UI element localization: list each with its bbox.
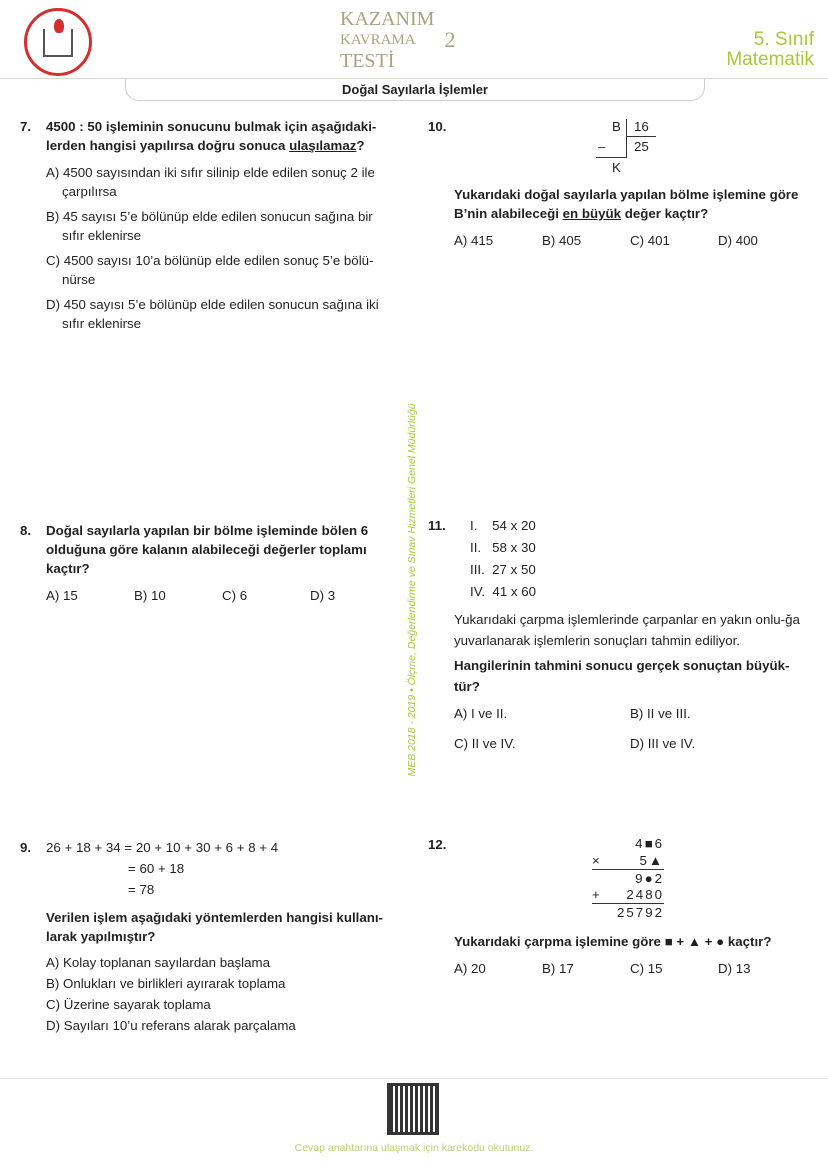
option-d[interactable]: D) III ve IV. <box>630 736 696 751</box>
stem-text: ? <box>356 138 365 153</box>
question-10 <box>428 117 806 250</box>
multiplier: 5▲ <box>639 853 664 868</box>
partial-row <box>592 869 664 886</box>
question-number: 8. <box>20 523 32 538</box>
option-c[interactable]: C) II ve IV. <box>454 736 516 751</box>
option-b[interactable]: B) 10 <box>134 588 166 603</box>
question-stem: Hangilerinin tahmini sonucu gerçek sonuçtan büyük-tür? <box>454 658 790 694</box>
question-number: 7. <box>20 119 32 134</box>
grade-subject <box>726 30 814 70</box>
publisher-side-text: MEB 2018 - 2019 • Ölçme, Değerlendirme ve Sınav Hizmetleri Genel Müdürlüğü <box>406 403 418 777</box>
divider <box>0 1078 828 1079</box>
plus-sign: + <box>592 887 600 902</box>
question-stem: Verilen işlem aşağıdaki yöntemlerden hangisi kullanı-larak yapılmıştır? <box>46 910 383 944</box>
question-stem: Yukarıdaki çarpma işlemine göre ■ + ▲ + ● kaçtır? <box>454 934 772 949</box>
option-c[interactable]: C) 15 <box>630 961 663 976</box>
option-d[interactable]: D) 450 sayısı 5’e bölünüp elde edilen sonucun sağına iki sıfır eklenirse <box>46 297 379 331</box>
test-brand <box>340 8 455 72</box>
option-b[interactable]: B) 45 sayısı 5’e bölünüp elde edilen sonucun sağına bir sıfır eklenirse <box>46 209 373 243</box>
brand-line: KAVRAMA <box>340 32 416 48</box>
option-a[interactable]: A) 4500 sayısından iki sıfır silinip elde edilen sonuç 2 ile çarpılırsa <box>46 165 375 199</box>
multiplicand-row <box>592 835 664 852</box>
list-item: IV. 41 x 60 <box>470 584 537 599</box>
multiplicand: 4■6 <box>635 836 664 851</box>
option-a[interactable]: A) 15 <box>46 588 78 603</box>
footer-text: Cevap anahtarına ulaşmak için karekodu okutunuz. <box>294 1142 534 1154</box>
option-c[interactable]: C) 401 <box>630 233 670 248</box>
question-8 <box>20 521 398 605</box>
list-item: III. 27 x 50 <box>470 562 536 577</box>
remainder: K <box>612 160 621 175</box>
question-text: Yukarıdaki çarpma işlemlerinde çarpanlar en yakın onlu-ğa yuvarlanarak işlemlerin sonuçları tahmin ediliyor. <box>454 612 800 648</box>
product-row <box>592 903 664 920</box>
option-c[interactable]: C) 4500 sayısı 10’a bölünüp elde edilen sonuç 5’e bölü-nürse <box>46 253 374 287</box>
question-number: 12. <box>428 837 447 852</box>
equation-line: = 60 + 18 <box>128 861 185 876</box>
partial-row <box>592 886 664 903</box>
option-a[interactable]: A) Kolay toplanan sayılardan başlama <box>46 955 270 970</box>
question-7 <box>20 117 398 333</box>
option-b[interactable]: B) 17 <box>542 961 574 976</box>
stem-emphasis: ulaşılamaz <box>289 138 357 153</box>
option-b[interactable]: B) Onlukları ve birlikleri ayırarak toplama <box>46 976 286 991</box>
stem-text: değer kaçtır? <box>621 206 709 221</box>
qr-code[interactable] <box>387 1083 439 1135</box>
option-a[interactable]: A) 20 <box>454 961 486 976</box>
partial-product: 2480 <box>626 887 664 902</box>
question-number: 10. <box>428 119 447 134</box>
division-diagram <box>454 117 806 177</box>
topic-title: Doğal Sayılarla İşlemler <box>125 79 705 101</box>
option-c[interactable]: C) 6 <box>222 588 248 603</box>
stem-text: Yukarıdaki doğal sayılarla yapılan bölme işlemine göre B’nin alabileceği <box>454 187 799 221</box>
question-number: 11. <box>428 518 446 533</box>
question-stem: Doğal sayılarla yapılan bir bölme işleminde bölen 6 olduğuna göre kalanın alabileceği değerler toplamı kaçtır? <box>46 523 369 576</box>
subject-label: Matematik <box>726 49 814 70</box>
division-bar <box>626 119 627 157</box>
equation-line: = 78 <box>128 882 155 897</box>
brand-line: KAZANIM <box>340 8 435 30</box>
option-a[interactable]: A) 415 <box>454 233 494 248</box>
partial-product: 9●2 <box>635 871 664 886</box>
divisor: 16 <box>634 119 649 134</box>
multiplier-row <box>592 852 664 869</box>
times-sign: × <box>592 853 600 868</box>
grade-label: 5. Sınıf <box>753 29 814 50</box>
option-d[interactable]: D) 13 <box>718 961 751 976</box>
question-9 <box>20 837 398 1036</box>
option-a[interactable]: A) I ve II. <box>454 706 508 721</box>
question-11 <box>428 515 806 755</box>
stem-text: 4500 : 50 işleminin sonucunu bulmak için aşağıdaki-lerden hangisi yapılırsa doğru sonuca <box>46 119 377 153</box>
product: 25792 <box>617 905 664 920</box>
option-c[interactable]: C) Üzerine sayarak toplama <box>46 997 211 1012</box>
question-stem <box>454 185 806 223</box>
list-item: I. 54 x 20 <box>470 518 536 533</box>
option-b[interactable]: B) II ve III. <box>630 706 691 721</box>
option-d[interactable]: D) 3 <box>310 588 336 603</box>
stem-emphasis: en büyük <box>562 206 621 221</box>
ministry-logo <box>24 8 92 76</box>
multiplication-diagram <box>592 835 664 920</box>
quotient: 25 <box>634 139 649 154</box>
brand-number: 2 <box>444 27 456 52</box>
question-stem <box>46 117 398 155</box>
equation-line: 26 + 18 + 34 = 20 + 10 + 30 + 6 + 8 + 4 <box>46 840 279 855</box>
minus-sign: – <box>598 139 606 154</box>
option-b[interactable]: B) 405 <box>542 233 582 248</box>
option-d[interactable]: D) 400 <box>718 233 758 248</box>
question-number: 9. <box>20 840 32 855</box>
dividend: B <box>612 119 621 134</box>
list-item: II. 58 x 30 <box>470 540 536 555</box>
question-12 <box>428 835 806 978</box>
option-d[interactable]: D) Sayıları 10’u referans alarak parçalama <box>46 1018 296 1033</box>
brand-line: TESTİ <box>340 50 395 72</box>
